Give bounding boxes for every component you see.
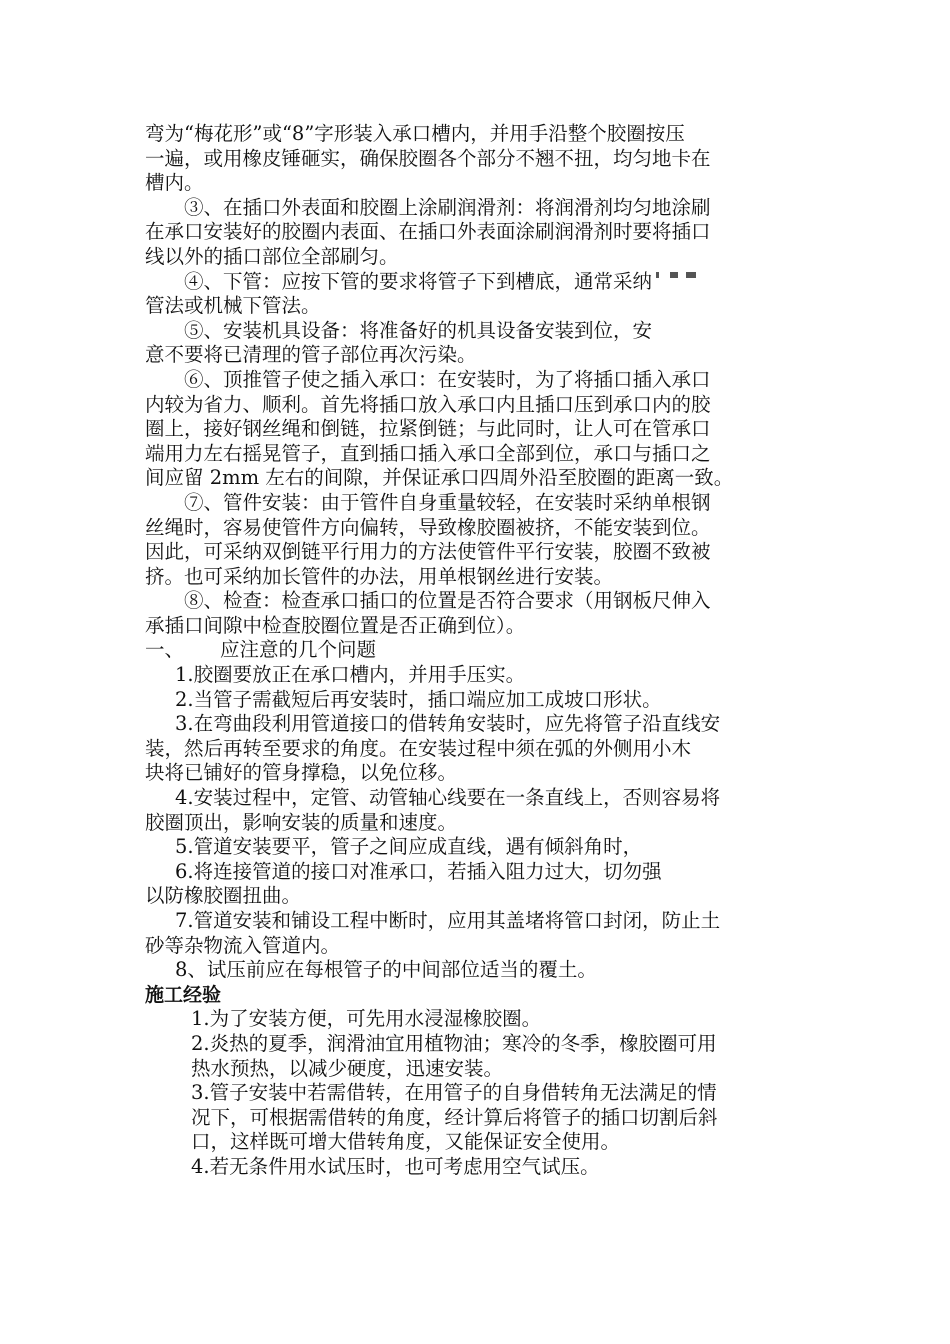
text-line: 线以外的插口部位全部刷匀。 [145, 244, 399, 268]
text-line: 一遍，或用橡皮锤砸实，确保胶圈各个部分不翘不扭，均匀地卡在 [145, 146, 711, 170]
text-line: 砂等杂物流入管道内。 [145, 933, 341, 957]
text-line: ③、在插口外表面和胶圈上涂刷润滑剂：将润滑剂均匀地涂刷 [184, 195, 711, 219]
list-item: 2.当管子需截短后再安装时，插口端应加工成坡口形状。 [175, 687, 662, 711]
list-item: 5.管道安装要平，管子之间应成直线，遇有倾斜角时， [175, 835, 643, 859]
text-line: 圈上，接好钢丝绳和倒链，拉紧倒链；与此同时，让人可在管承口 [145, 417, 711, 441]
text-line: 在承口安装好的胶圈内表面、在插口外表面涂刷润滑剂时要将插口 [145, 220, 711, 244]
list-item: 6.将连接管道的接口对准承口，若插入阻力过大，切勿强 [175, 859, 662, 883]
text-line: 丝绳时，容易使管件方向偏转，导致橡胶圈被挤，不能安装到位。 [145, 515, 711, 539]
list-item: 1.胶圈要放正在承口槽内，并用手压实。 [175, 663, 526, 687]
text-line: 块将已铺好的管身撑稳，以免位移。 [145, 761, 458, 785]
text-line: ⑤、安装机具设备：将准备好的机具设备安装到位，安 [184, 318, 653, 342]
text-line: 挤。也可采纳加长管件的办法，用单根钢丝进行安装。 [145, 564, 614, 588]
ink-smear [652, 272, 698, 278]
text-line: ⑥、顶推管子使之插入承口：在安装时，为了将插口插入承口 [184, 367, 711, 391]
text-line: 弯为“梅花形”或“8”字形装入承口槽内，并用手沿整个胶圈按压 [145, 122, 685, 145]
list-item: 2.炎热的夏季，润滑油宜用植物油；寒冷的冬季，橡胶圈可用 [191, 1031, 717, 1055]
text-line: ⑧、检查：检查承口插口的位置是否符合要求（用钢板尺伸入 [184, 589, 711, 613]
text-line: 端用力左右摇晃管子，直到插口插入承口全部到位，承口与插口之 [145, 441, 711, 465]
list-item: 4.安装过程中，定管、动管轴心线要在一条直线上，否则容易将 [175, 786, 721, 810]
text-line [145, 270, 810, 295]
list-item: 7.管道安装和铺设工程中断时，应用其盖堵将管口封闭，防止土 [175, 909, 721, 932]
text-line: 口，这样既可增大借转角度，又能保证安全使用。 [191, 1130, 621, 1154]
text-line: 装，然后再转至要求的角度。在安装过程中须在弧的外侧用小木 [145, 736, 692, 760]
text-line: 因此，可采纳双倒链平行用力的方法使管件平行安装，胶圈不致被 [145, 540, 711, 564]
text-line: 承插口间隙中检查胶圈位置是否正确到位）。 [145, 613, 526, 637]
section-number: 一、 [145, 638, 185, 662]
text-line: 热水预热，以减少硬度，迅速安装。 [191, 1056, 504, 1080]
section-title: 应注意的几个问题 [220, 638, 377, 662]
section-heading [145, 638, 810, 663]
text-line: 以防橡胶圈扭曲。 [145, 884, 302, 908]
text-line: 内较为省力、顺利。首先将插口放入承口内且插口压到承口内的胶 [145, 392, 711, 416]
list-item: 1.为了安装方便，可先用水浸湿橡胶圈。 [191, 1007, 542, 1031]
text-line: 胶圈顶出，影响安装的质量和速度。 [145, 810, 458, 834]
list-item: 4.若无条件用水试压时，也可考虑用空气试压。 [191, 1154, 600, 1178]
text-line: 意不要将已清理的管子部位再次污染。 [145, 343, 477, 367]
list-item: 8、试压前应在每根管子的中间部位适当的覆土。 [175, 958, 597, 982]
list-item: 3.在弯曲段利用管道接口的借转角安装时，应先将管子沿直线安 [175, 712, 721, 736]
section-heading-experience: 施工经验 [145, 983, 222, 1006]
text-line: 管法或机械下管法。 [145, 294, 321, 318]
text-line: 槽内。 [145, 171, 204, 195]
list-item: 3.管子安装中若需借转，在用管子的自身借转角无法满足的情 [191, 1081, 717, 1105]
text-line: ⑦、管件安装：由于管件自身重量较轻，在安装时采纳单根钢 [184, 490, 711, 514]
text-line: 间应留 2mm 左右的间隙，并保证承口四周外沿至胶圈的距离一致。 [145, 466, 734, 490]
text-line: 况下，可根据需借转的角度，经计算后将管子的插口切割后斜 [191, 1105, 718, 1129]
text-span: ④、下管：应按下管的要求将管子下到槽底，通常采纳 [184, 269, 653, 293]
document-body [145, 122, 810, 1180]
